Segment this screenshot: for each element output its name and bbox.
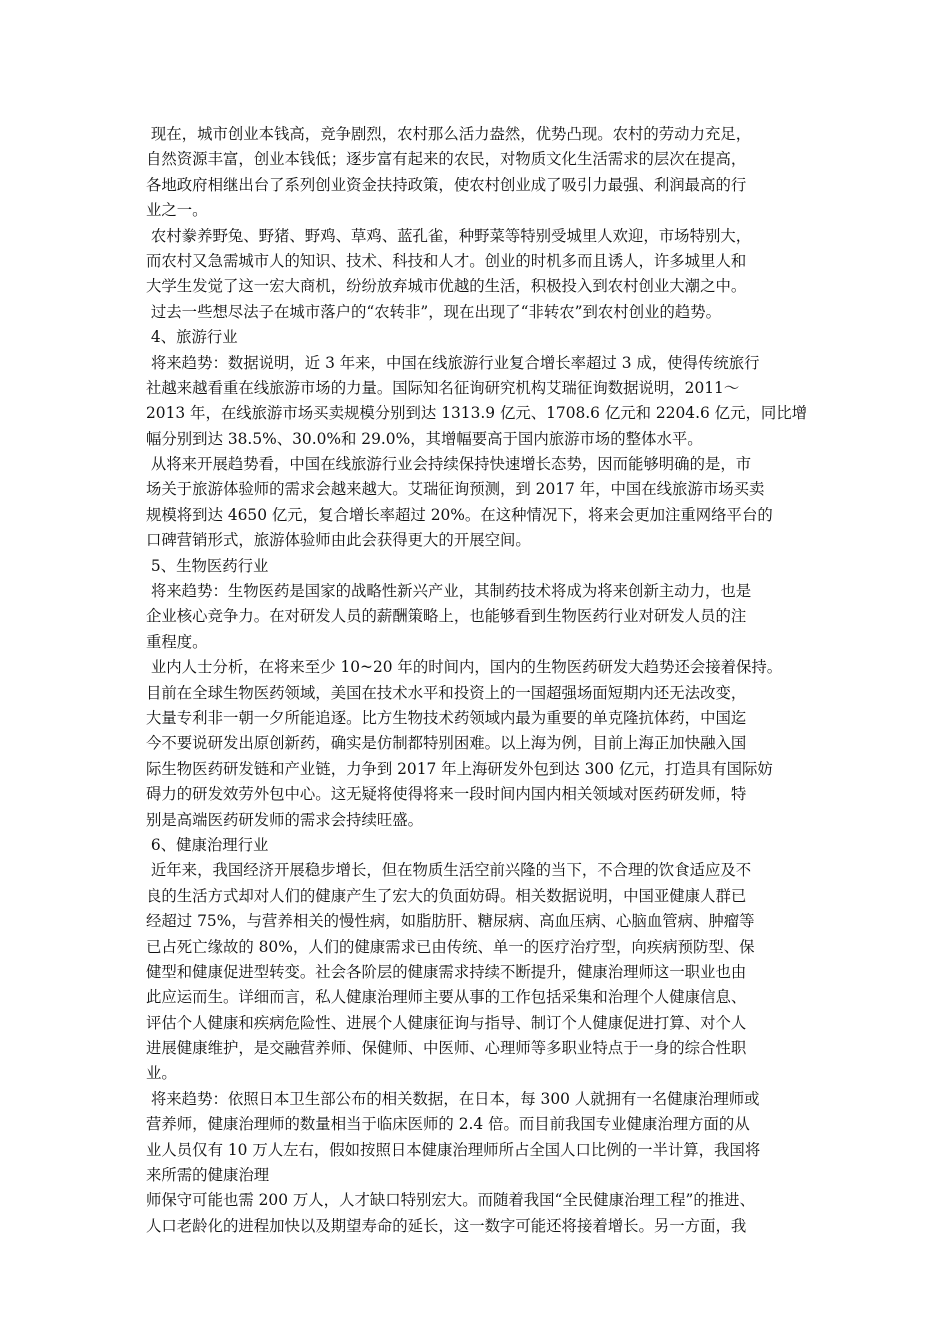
text-line: 已占死亡缘故的 80%，人们的健康需求已由传统、单一的医疗治疗型，向疾病预防型、保 (146, 937, 755, 956)
text-line: 过去一些想尽法子在城市落户的“农转非”，现在出现了“非转农”到农村创业的趋势。 (146, 302, 722, 321)
text-line: 进展健康维护，是交融营养师、保健师、中医师、心理师等多职业特点于一身的综合性职 (146, 1039, 747, 1058)
section-heading: 5、生物医药行业 (146, 556, 269, 575)
text-line: 别是高端医药研发师的需求会持续旺盛。 (146, 810, 424, 829)
text-line: 社越来越看重在线旅游市场的力量。国际知名征询研究机构艾瑞征询数据说明，2011～ (146, 378, 740, 397)
text-line: 从将来开展趋势看，中国在线旅游行业会持续保持快速增长态势，因而能够明确的是，市 (146, 455, 752, 474)
text-line: 农村豢养野兔、野猪、野鸡、草鸡、蓝孔雀，种野菜等特别受城里人欢迎，市场特别大， (146, 226, 752, 245)
document-body (146, 122, 820, 1239)
text-line: 目前在全球生物医药领域，美国在技术水平和投资上的一国超强场面短期内还无法改变， (146, 683, 747, 702)
text-line: 将来趋势：依照日本卫生部公布的相关数据，在日本，每 300 人就拥有一名健康治理师或 (146, 1089, 760, 1108)
text-line: 规模将到达 4650 亿元，复合增长率超过 20%。在这种情况下，将来会更加注重网络平台的 (146, 505, 773, 524)
text-line: 现在，城市创业本钱高，竞争剧烈，农村那么活力盎然，优势凸现。农村的劳动力充足， (146, 125, 752, 143)
text-line: 幅分别到达 38.5%、30.0%和 29.0%，其增幅要高于国内旅游市场的整体水平。 (146, 429, 703, 448)
text-line: 评估个人健康和疾病危险性、进展个人健康征询与指导、制订个人健康促进打算、对个人 (146, 1013, 747, 1032)
text-line: 健型和健康促进型转变。社会各阶层的健康需求持续不断提升，健康治理师这一职业也由 (146, 962, 747, 981)
text-line: 业人员仅有 10 万人左右，假如按照日本健康治理师所占全国人口比例的一半计算，我国将 (146, 1140, 761, 1159)
text-line: 大量专利非一朝一夕所能追逐。比方生物技术药领域内最为重要的单克隆抗体药，中国迄 (146, 708, 747, 727)
section-heading: 6、健康治理行业 (146, 835, 269, 854)
text-line: 而农村又急需城市人的知识、技术、科技和人才。创业的时机多而且诱人，许多城里人和 (146, 251, 747, 270)
text-line: 来所需的健康治理 (146, 1166, 270, 1185)
text-line: 各地政府相继出台了系列创业资金扶持政策，使农村创业成了吸引力最强、利润最高的行 (146, 175, 747, 194)
text-line: 营养师，健康治理师的数量相当于临床医师的 2.4 倍。而目前我国专业健康治理方面的从 (146, 1115, 750, 1134)
text-line: 将来趋势：生物医药是国家的战略性新兴产业，其制药技术将成为将来创新主动力，也是 (146, 582, 752, 601)
text-line: 际生物医药研发链和产业链，力争到 2017 年上海研发外包到达 300 亿元，打造具有国际妨 (146, 759, 773, 778)
text-line: 重程度。 (146, 632, 208, 651)
text-line: 碍力的研发效劳外包中心。这无疑将使得将来一段时间内国内相关领域对医药研发师，特 (146, 785, 747, 804)
text-line: 口碑营销形式，旅游体验师由此会获得更大的开展空间。 (146, 531, 531, 550)
text-line: 场关于旅游体验师的需求会越来越大。艾瑞征询预测，到 2017 年，中国在线旅游市场买卖 (146, 480, 765, 499)
text-line: 将来趋势：数据说明，近 3 年来，中国在线旅游行业复合增长率超过 3 成，使得传统旅行 (146, 353, 760, 372)
text-line: 师保守可能也需 200 万人，人才缺口特别宏大。而随着我国“全民健康治理工程”的推进、 (146, 1191, 755, 1210)
text-line: 企业核心竞争力。在对研发人员的薪酬策略上，也能够看到生物医药行业对研发人员的注 (146, 607, 747, 626)
text-line: 人口老龄化的进程加快以及期望寿命的延长，这一数字可能还将接着增长。另一方面，我 (146, 1216, 747, 1235)
text-line: 良的生活方式却对人们的健康产生了宏大的负面妨碍。相关数据说明，中国亚健康人群已 (146, 886, 747, 905)
text-line: 今不要说研发出原创新药，确实是仿制都特别困难。以上海为例，目前上海正加快融入国 (146, 734, 747, 753)
text-line: 业内人士分析，在将来至少 10~20 年的时间内，国内的生物医药研发大趋势还会接着保持。 (146, 658, 783, 677)
section-heading: 4、旅游行业 (146, 328, 238, 347)
text-line: 大学生发觉了这一宏大商机，纷纷放弃城市优越的生活，积极投入到农村创业大潮之中。 (146, 277, 747, 296)
text-line: 自然资源丰富，创业本钱低；逐步富有起来的农民，对物质文化生活需求的层次在提高， (146, 150, 747, 169)
text-line: 2013 年，在线旅游市场买卖规模分别到达 1313.9 亿元、1708.6 亿元和 2204.6 亿元，同比增 (146, 404, 808, 423)
text-line: 此应运而生。详细而言，私人健康治理师主要从事的工作包括采集和治理个人健康信息、 (146, 988, 747, 1007)
text-line: 业之一。 (146, 201, 208, 220)
text-line: 经超过 75%，与营养相关的慢性病，如脂肪肝、糖尿病、高血压病、心脑血管病、肿瘤等 (146, 912, 755, 931)
text-line: 近年来，我国经济开展稳步增长，但在物质生活空前兴隆的当下，不合理的饮食适应及不 (146, 861, 752, 880)
text-line: 业。 (146, 1064, 177, 1083)
